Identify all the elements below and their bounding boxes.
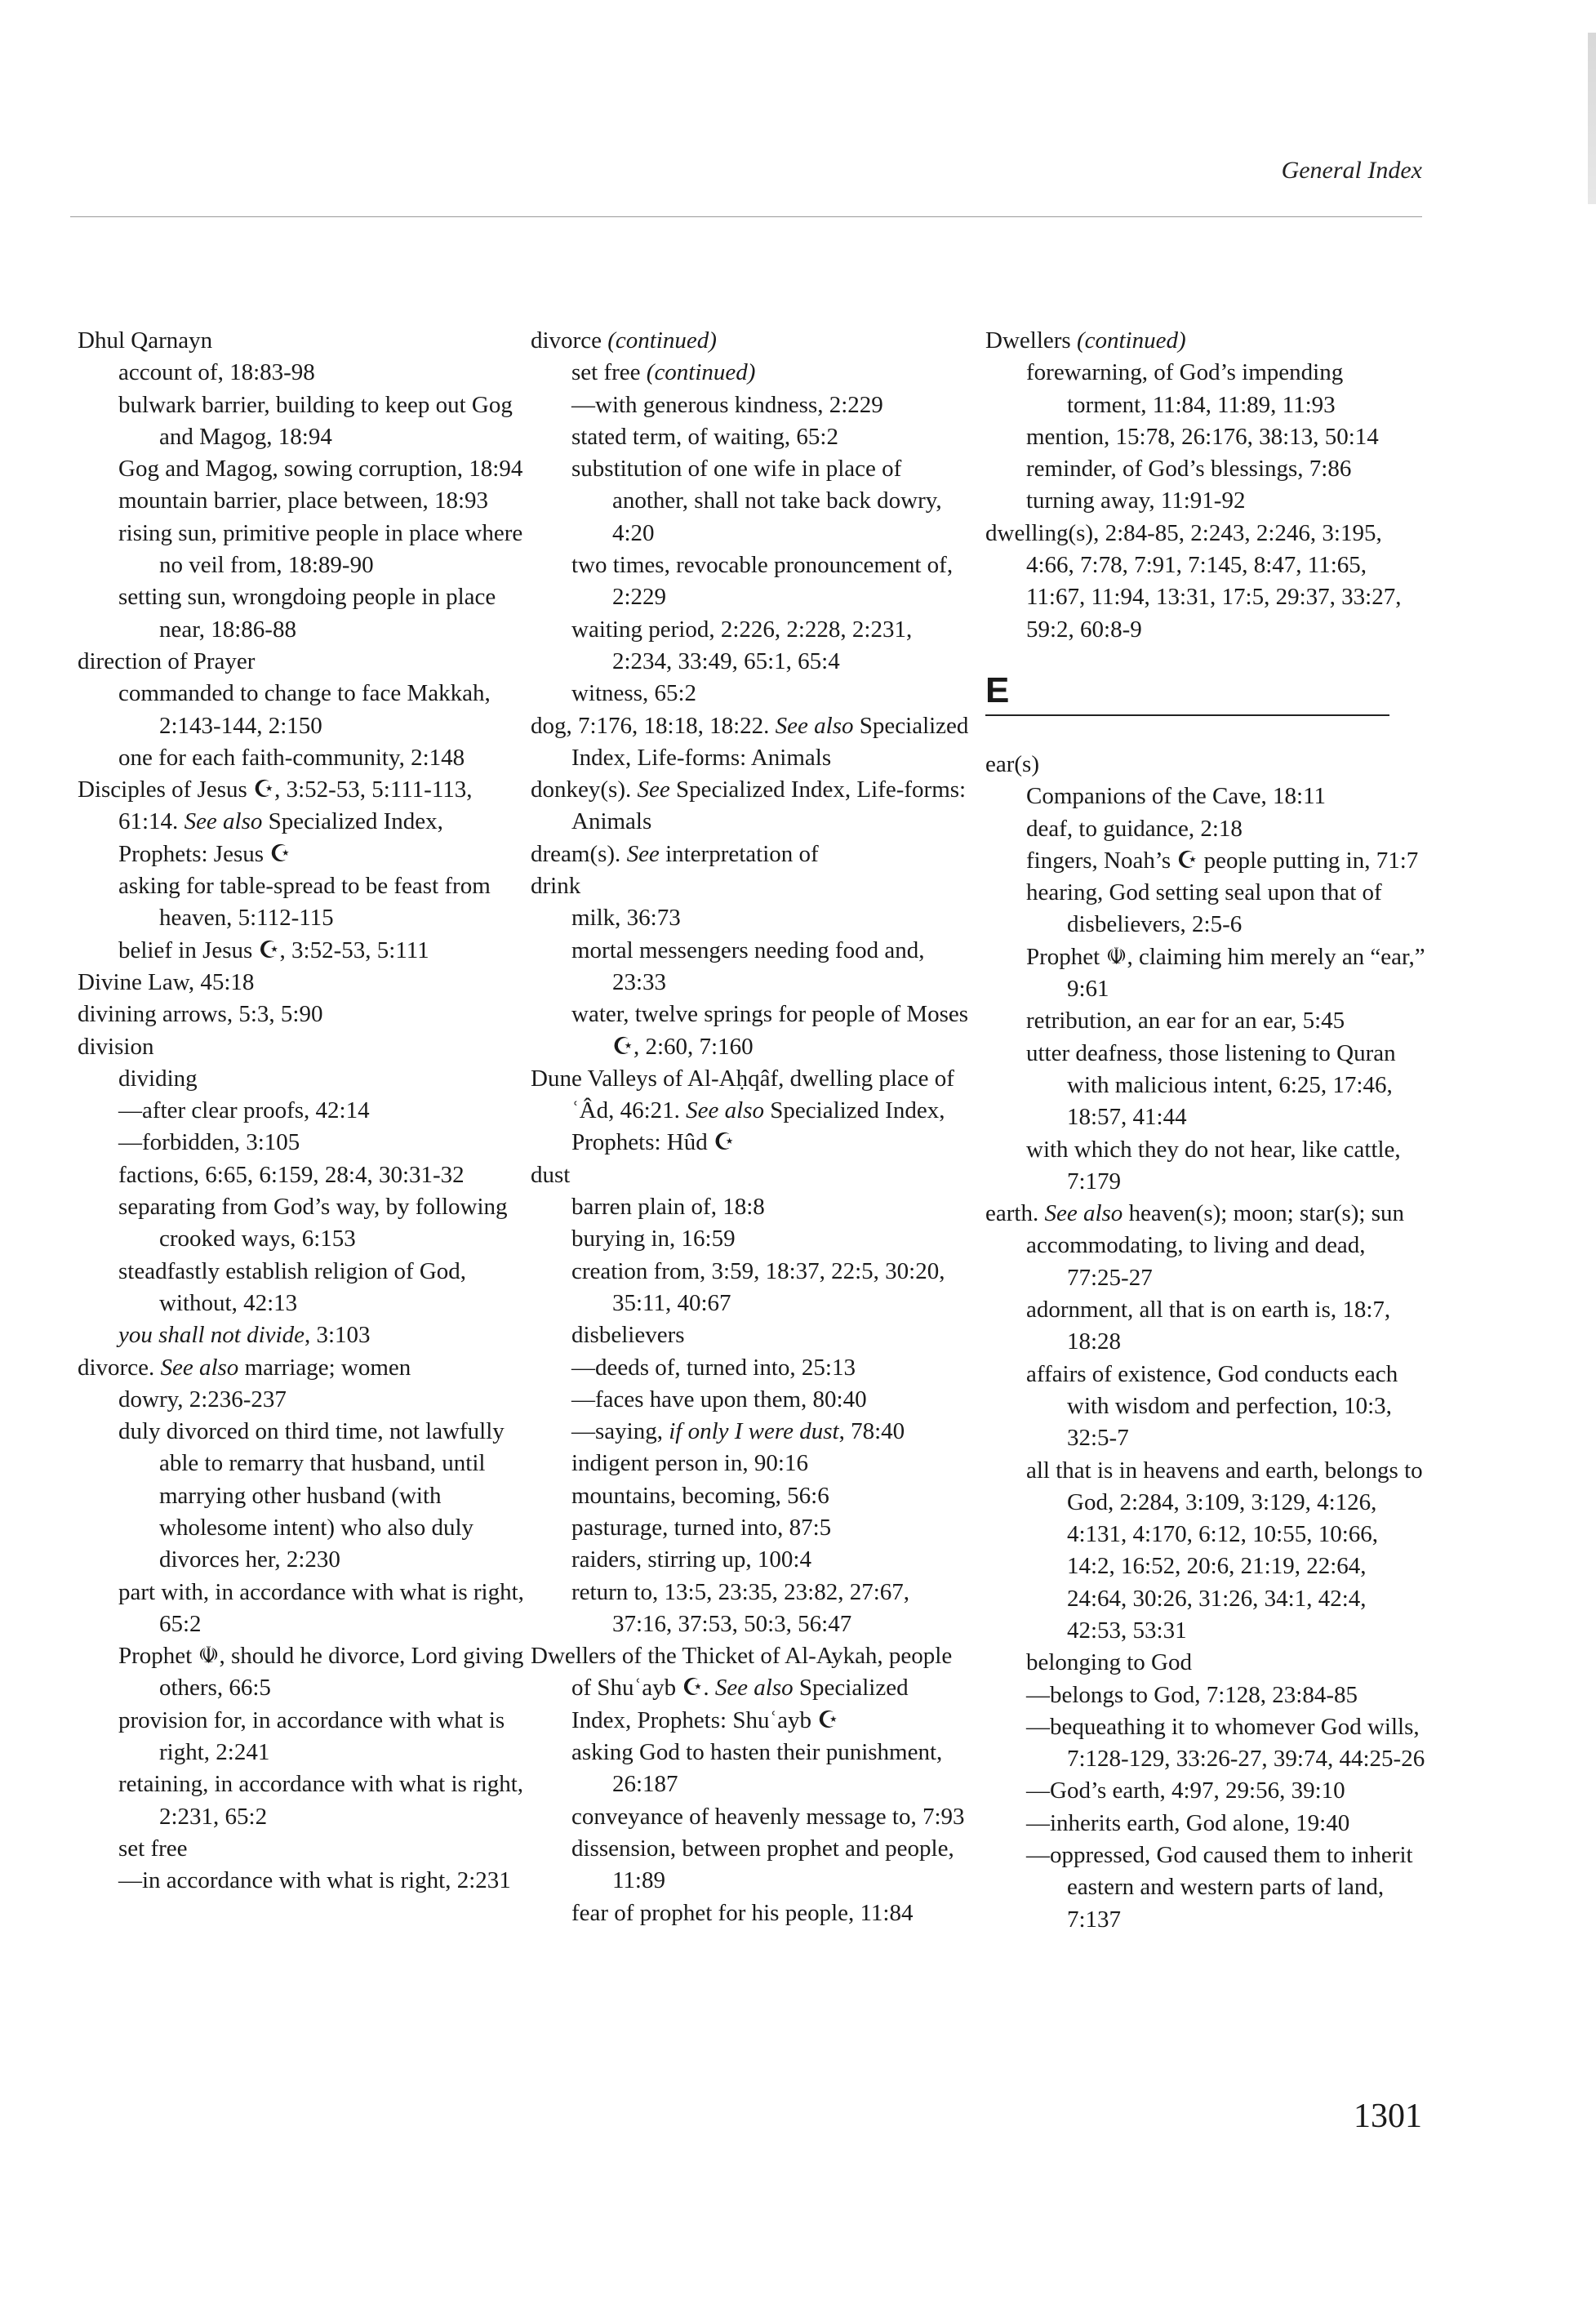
running-head: General Index [1281, 157, 1422, 184]
index-subentry: substitution of one wife in place of another, shall not take back dowry, 4:20 [571, 456, 942, 546]
index-subentry: —God’s earth, 4:97, 29:56, 39:10 [1026, 1777, 1345, 1804]
index-subentry: Prophet ☫, claiming him merely an “ear,” 9:61 [1026, 943, 1425, 1003]
index-subentry: pasturage, turned into, 87:5 [571, 1514, 832, 1541]
index-subentry: creation from, 3:59, 18:37, 22:5, 30:20, 35:11, 40:67 [571, 1257, 945, 1316]
index-subentry: indigent person in, 90:16 [571, 1450, 808, 1477]
index-entry: drink [531, 873, 581, 900]
index-subentry: setting sun, wrongdoing people in place near, 18:86-88 [118, 584, 496, 643]
index-entry: Dune Valleys of Al-Aḥqâf, dwelling place of ʿÂd, 46:21. See also Specialized Index, Prophets: Hûd ☪ [531, 1065, 954, 1156]
index-subentry: mention, 15:78, 26:176, 38:13, 50:14 [1026, 423, 1379, 450]
index-subentry: fingers, Noah’s ☪ people putting in, 71:7 [1026, 847, 1419, 874]
index-subentry: with which they do not hear, like cattle, 7:179 [1026, 1136, 1401, 1195]
index-subentry: commanded to change to face Makkah, 2:143-144, 2:150 [118, 680, 491, 739]
index-entry: Divine Law, 45:18 [78, 968, 255, 995]
index-entry: divining arrows, 5:3, 5:90 [78, 1001, 323, 1028]
index-subentry: asking for table-spread to be feast from heaven, 5:112-115 [118, 873, 491, 932]
index-subentry: provision for, in accordance with what is right, 2:241 [118, 1706, 505, 1766]
index-subentry: mountains, becoming, 56:6 [571, 1482, 829, 1509]
index-entry: earth. See also heaven(s); moon; star(s); sun [985, 1200, 1405, 1227]
index-subentry: adornment, all that is on earth is, 18:7, 18:28 [1026, 1297, 1391, 1355]
index-subentry: waiting period, 2:226, 2:228, 2:231, 2:234, 33:49, 65:1, 65:4 [571, 616, 913, 674]
index-subentry: barren plain of, 18:8 [571, 1194, 765, 1221]
index-entry: ear(s) [985, 750, 1040, 777]
index-subentry: water, twelve springs for people of Moses ☪, 2:60, 7:160 [571, 1001, 969, 1060]
index-subentry: conveyance of heavenly message to, 7:93 [571, 1803, 965, 1830]
index-subentry: all that is in heavens and earth, belongs to God, 2:284, 3:109, 3:129, 4:126, 4:131, 4:170, 6:12, 10:55, 10:66, 14:2, 16:52, 20:6, 21:19, 22:64, 24:64, 30:26, 31:26, 34:1, 42:4, 42:53, 53:31 [1026, 1457, 1423, 1644]
index-subentry: account of, 18:83-98 [118, 359, 315, 386]
index-subentry: —bequeathing it to whomever God wills, 7:128-129, 33:26-27, 39:74, 44:25-26 [1026, 1713, 1425, 1773]
index-subentry: witness, 65:2 [571, 680, 697, 707]
index-entry: division [78, 1033, 154, 1060]
index-subentry: accommodating, to living and dead, 77:25-27 [1026, 1232, 1366, 1291]
index-subentry: —oppressed, God caused them to inherit eastern and western parts of land, 7:137 [1026, 1842, 1413, 1933]
index-subentry: stated term, of waiting, 65:2 [571, 423, 838, 450]
index-subentry: —after clear proofs, 42:14 [118, 1097, 370, 1124]
index-subentry: fear of prophet for his people, 11:84 [571, 1899, 914, 1926]
page-edge-mark [1588, 33, 1596, 204]
index-subentry: retribution, an ear for an ear, 5:45 [1026, 1008, 1345, 1034]
index-subentry: affairs of existence, God conducts each with wisdom and perfection, 10:3, 32:5-7 [1026, 1360, 1398, 1452]
page-number: 1301 [1354, 2098, 1422, 2135]
index-subentry: Companions of the Cave, 18:11 [1026, 783, 1327, 810]
index-subentry: dowry, 2:236-237 [118, 1386, 287, 1413]
index-subentry: retaining, in accordance with what is right, 2:231, 65:2 [118, 1771, 524, 1830]
index-entry: Disciples of Jesus ☪, 3:52-53, 5:111-113, 61:14. See also Specialized Index, Prophets: Jesus ☪ [78, 776, 473, 867]
index-subentry: dividing [118, 1065, 198, 1092]
index-column-1 [78, 325, 535, 1897]
index-subentry: one for each faith-community, 2:148 [118, 744, 465, 771]
index-subentry: part with, in accordance with what is right, 65:2 [118, 1578, 524, 1637]
index-subentry: set free (continued) [571, 359, 756, 386]
index-entry: direction of Prayer [78, 647, 256, 674]
header-rule [70, 216, 1422, 217]
index-subentry: steadfastly establish religion of God, without, 42:13 [118, 1257, 467, 1316]
index-subentry: —deeds of, turned into, 25:13 [571, 1354, 856, 1381]
index-subentry: belonging to God [1026, 1649, 1192, 1676]
index-entry: dream(s). See interpretation of [531, 840, 819, 867]
index-entry: dwelling(s), 2:84-85, 2:243, 2:246, 3:195, 4:66, 7:78, 7:91, 7:145, 8:47, 11:65, 11:67, 11:94, 13:31, 17:5, 29:37, 33:27, 59:2, 60:8-9 [985, 519, 1402, 643]
index-entry: Dwellers (continued) [985, 327, 1186, 354]
index-entry: divorce. See also marriage; women [78, 1354, 411, 1381]
index-subentry: reminder, of God’s blessings, 7:86 [1026, 456, 1352, 483]
index-subentry: forewarning, of God’s impending torment, 11:84, 11:89, 11:93 [1026, 359, 1344, 418]
index-subentry: mountain barrier, place between, 18:93 [118, 487, 488, 514]
index-subentry: —with generous kindness, 2:229 [571, 391, 883, 418]
index-subentry: turning away, 11:91-92 [1026, 487, 1246, 514]
index-subentry: raiders, stirring up, 100:4 [571, 1546, 811, 1573]
index-subentry: two times, revocable pronouncement of, 2:229 [571, 552, 954, 611]
index-subentry: duly divorced on third time, not lawfully able to remarry that husband, until marrying other husband (with wholesome intent) who also duly divorces her, 2:230 [118, 1418, 505, 1573]
index-subentry: —inherits earth, God alone, 19:40 [1026, 1809, 1350, 1836]
index-subentry: Prophet ☫, should he divorce, Lord giving others, 66:5 [118, 1643, 524, 1702]
index-entry: donkey(s). See Specialized Index, Life-forms: Animals [531, 776, 967, 835]
index-subentry: separating from God’s way, by following crooked ways, 6:153 [118, 1194, 508, 1252]
index-column-3 [985, 325, 1426, 1936]
letter-heading: E [985, 670, 1389, 716]
index-column-2 [531, 325, 971, 1929]
index-subentry: factions, 6:65, 6:159, 28:4, 30:31-32 [118, 1161, 465, 1188]
index-subentry: —saying, if only I were dust, 78:40 [571, 1418, 905, 1445]
index-subentry: burying in, 16:59 [571, 1226, 736, 1252]
index-subentry: belief in Jesus ☪, 3:52-53, 5:111 [118, 937, 429, 963]
index-entry: divorce (continued) [531, 327, 717, 354]
index-subentry: dissension, between prophet and people, 11:89 [571, 1835, 954, 1894]
index-subentry: —forbidden, 3:105 [118, 1129, 300, 1156]
index-subentry: hearing, God setting seal upon that of disbelievers, 2:5-6 [1026, 879, 1382, 938]
index-subentry: utter deafness, those listening to Quran with malicious intent, 6:25, 17:46, 18:57, 41:44 [1026, 1039, 1396, 1131]
index-entry: Dwellers of the Thicket of Al-Aykah, people of Shuʿayb ☪. See also Specialized Index, Prophets: Shuʿayb ☪ [531, 1643, 953, 1733]
index-subentry: set free [118, 1835, 188, 1862]
index-subentry: —in accordance with what is right, 2:231 [118, 1867, 511, 1894]
index-subentry: bulwark barrier, building to keep out Gog and Magog, 18:94 [118, 391, 513, 450]
index-entry: Dhul Qarnayn [78, 327, 213, 354]
index-subentry: mortal messengers needing food and, 23:33 [571, 937, 925, 995]
index-subentry: asking God to hasten their punishment, 26:187 [571, 1739, 943, 1798]
index-entry: dog, 7:176, 18:18, 18:22. See also Specialized Index, Life-forms: Animals [531, 712, 969, 771]
index-subentry: return to, 13:5, 23:35, 23:82, 27:67, 37:16, 37:53, 50:3, 56:47 [571, 1578, 910, 1637]
index-subentry: you shall not divide, 3:103 [118, 1322, 371, 1349]
index-entry: dust [531, 1161, 571, 1188]
index-subentry: —faces have upon them, 80:40 [571, 1386, 867, 1413]
index-subentry: Gog and Magog, sowing corruption, 18:94 [118, 456, 523, 483]
index-subentry: rising sun, primitive people in place where no veil from, 18:89-90 [118, 519, 523, 579]
index-subentry: —belongs to God, 7:128, 23:84-85 [1026, 1681, 1358, 1708]
index-subentry: milk, 36:73 [571, 905, 681, 932]
index-subentry: disbelievers [571, 1322, 685, 1349]
index-subentry: deaf, to guidance, 2:18 [1026, 815, 1243, 842]
